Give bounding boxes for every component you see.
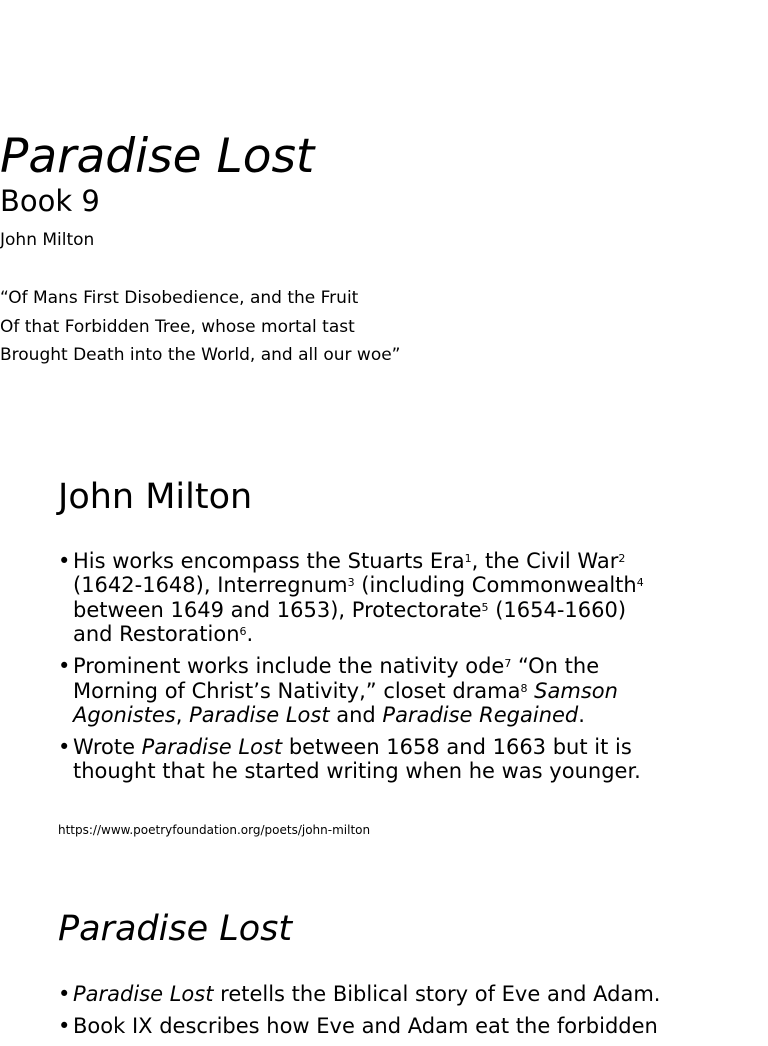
quote-line: “Of Mans First Disobedience, and the Fruit xyxy=(0,288,359,308)
list-item xyxy=(58,1014,748,1038)
bullet-icon: • xyxy=(58,982,71,1006)
text-line: Agonistes, Paradise Lost and Paradise Regained. xyxy=(73,702,585,727)
footnote-marker: 3 xyxy=(347,576,355,590)
author-name: John Milton xyxy=(0,230,95,250)
quote-line: Brought Death into the World, and all our woe” xyxy=(0,345,401,365)
opening-quote xyxy=(0,284,768,370)
list-item xyxy=(58,735,748,784)
text-line: Paradise Lost retells the Biblical story of Eve and Adam. xyxy=(73,982,661,1006)
text-line: between 1649 and 1653), Protectorate$^5$ (1654-1660) xyxy=(73,597,627,622)
list-item xyxy=(58,549,748,647)
section-heading-john-milton: John Milton xyxy=(58,477,253,517)
list-item xyxy=(58,654,748,727)
source-link[interactable]: https://www.poetryfoundation.org/poets/john-milton xyxy=(58,823,371,837)
bullet-icon: • xyxy=(58,1013,71,1038)
quote-line: Of that Forbidden Tree, whose mortal tast xyxy=(0,316,355,337)
text-line: (1642-1648), Interregnum$^3$ (including Commonwealth$^4$ xyxy=(73,573,644,598)
footnote-marker: 2 xyxy=(618,552,626,565)
bullet-list-paradise-lost xyxy=(58,982,748,1046)
bullet-icon: • xyxy=(58,549,71,573)
footnote-marker: 4 xyxy=(636,576,644,590)
text-line: Book IX describes how Eve and Adam eat the forbidden xyxy=(73,1013,658,1038)
bullet-icon: • xyxy=(58,734,71,759)
footnote-marker: 8 xyxy=(520,681,528,695)
footnote-marker: 1 xyxy=(464,552,472,565)
footnote-marker: 6 xyxy=(239,625,247,639)
text-line: Prominent works include the nativity ode$^7$ “On the xyxy=(73,654,600,679)
slide-subtitle: Book 9 xyxy=(0,184,100,218)
list-item xyxy=(58,982,748,1006)
slide-title: Paradise Lost xyxy=(0,129,315,184)
section-heading-paradise-lost: Paradise Lost xyxy=(58,909,293,949)
text-line: Wrote Paradise Lost between 1658 and 1663 but it is xyxy=(73,734,632,759)
footnote-marker: 5 xyxy=(481,600,489,614)
text-line: Morning of Christ’s Nativity,” closet drama$^8$ Samson xyxy=(73,678,618,703)
footnote-marker: 7 xyxy=(504,657,512,671)
text-line: and Restoration$^6$. xyxy=(73,622,254,647)
bullet-icon: • xyxy=(58,654,71,679)
text-line: His works encompass the Stuarts Era$^1$, the Civil War$^2$ xyxy=(73,549,626,573)
text-line: thought that he started writing when he was younger. xyxy=(73,759,641,784)
bullet-list-john-milton xyxy=(58,549,748,791)
